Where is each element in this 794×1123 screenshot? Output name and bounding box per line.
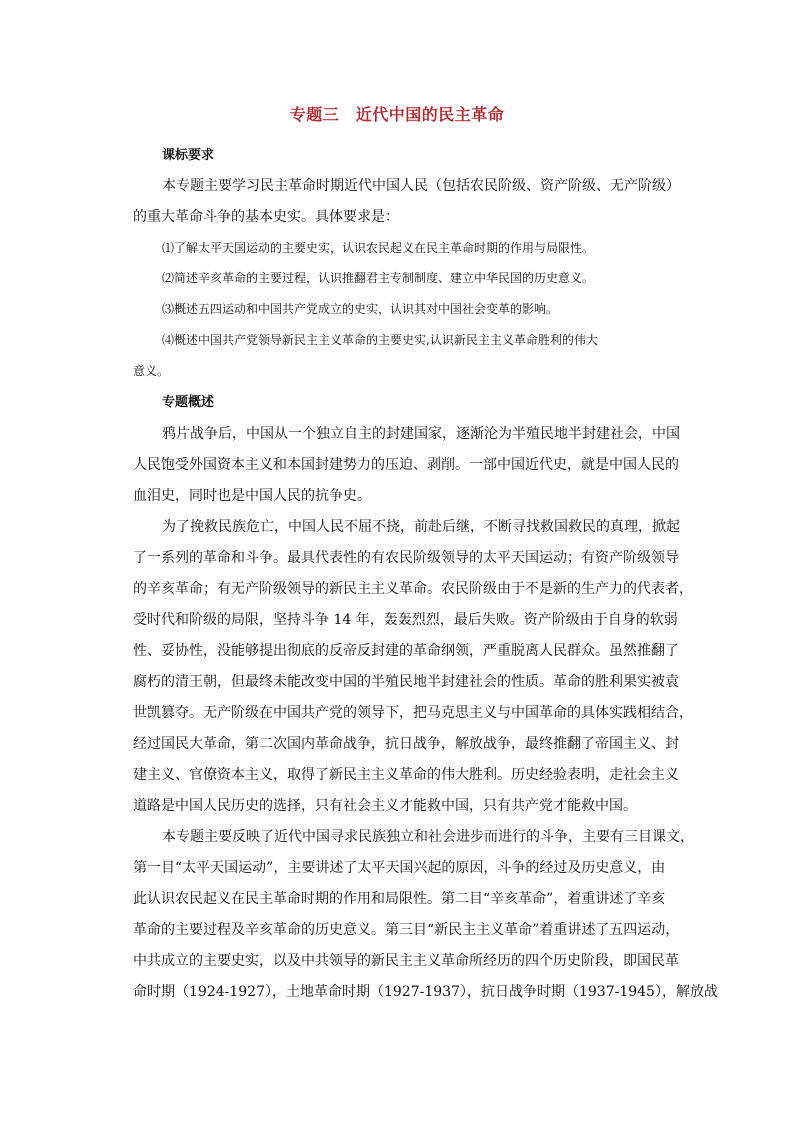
requirement-item: ⑵简述辛亥革命的主要过程，认识推翻君主专制制度、建立中华民国的历史意义。 [162,271,595,285]
paragraph-line: 道路是中国人民历史的选择，只有社会主义才能救中国，只有共产党才能救中国。 [133,798,637,814]
paragraph-line: 中共成立的主要史实，以及中共领导的新民主主义革命所经历的四个历史阶段，即国民革 [133,953,679,969]
requirement-item: ⑷概述中国共产党领导新民主主义革命的主要史实,认识新民主主义革命胜利的伟大 [162,333,598,347]
requirement-item: ⑴了解太平天国运动的主要史实，认识农民起义在民主革命时期的作用与局限性。 [162,241,595,255]
document-title: 专题三 近代中国的民主革命 [289,105,505,124]
paragraph-line: 受时代和阶级的局限，坚持斗争 14 年，轰轰烈烈，最后失败。资产阶级由于自身的软弱 [133,612,678,628]
paragraph-line: 建主义、官僚资本主义，取得了新民主主义革命的伟大胜利。历史经验表明，走社会主义 [133,767,679,783]
paragraph-line: 腐朽的清王朝，但最终未能改变中国的半殖民地半封建社会的性质。革命的胜利果实被袁 [133,674,679,690]
paragraph-line: 经过国民大革命，第二次国内革命战争，抗日战争，解放战争，最终推翻了帝国主义、封 [133,736,679,752]
paragraph-line: 世凯篡夺。无产阶级在中国共产党的领导下，把马克思主义与中国革命的具体实践相结合， [133,705,693,721]
paragraph-line: 此认识农民起义在民主革命时期的作用和局限性。第二目“辛亥革命”，着重讲述了辛亥 [133,891,666,907]
paragraph-line: 命时期（1924-1927），土地革命时期（1927-1937），抗日战争时期（1937-1945），解放战 [133,984,718,1000]
intro-line: 的重大革命斗争的基本史实。具体要求是： [133,209,399,225]
paragraph-line: 本专题主要反映了近代中国寻求民族独立和社会进步而进行的斗争，主要有三目课文， [162,829,694,845]
paragraph-line: 了一系列的革命和斗争。最具代表性的有农民阶级领导的太平天国运动；有资产阶级领导 [133,550,679,566]
paragraph-line: 血泪史，同时也是中国人民的抗争史。 [133,488,371,504]
paragraph-line: 第一目“太平天国运动”，主要讲述了太平天国兴起的原因，斗争的经过及历史意义，由 [133,860,666,876]
paragraph-line: 的辛亥革命；有无产阶级领导的新民主主义革命。农民阶级由于不是新的生产力的代表者， [133,581,693,597]
paragraph-line: 性、妥协性，没能够提出彻底的反帝反封建的革命纲领，严重脱离人民群众。虽然推翻了 [133,643,679,659]
paragraph-line: 革命的主要过程及辛亥革命的历史意义。第三目“新民主主义革命”着重讲述了五四运动， [133,922,680,938]
intro-line: 本专题主要学习民主革命时期近代中国人民（包括农民阶级、资产阶级、无产阶级） [162,178,680,194]
paragraph-line: 人民饱受外国资本主义和本国封建势力的压迫、剥削。一部中国近代史，就是中国人民的 [133,457,679,473]
section-heading-curriculum: 课标要求 [162,148,215,163]
requirement-item-continued: 意义。 [133,364,170,378]
section-heading-overview: 专题概述 [162,395,215,410]
paragraph-line: 鸦片战争后，中国从一个独立自主的封建国家，逐渐沦为半殖民地半封建社会，中国 [162,426,680,442]
requirement-item: ⑶概述五四运动和中国共产党成立的史实，认识其对中国社会变革的影响。 [162,302,559,316]
paragraph-line: 为了挽救民族危亡，中国人民不屈不挠，前赴后继，不断寻找救国救民的真理，掀起 [162,519,680,535]
